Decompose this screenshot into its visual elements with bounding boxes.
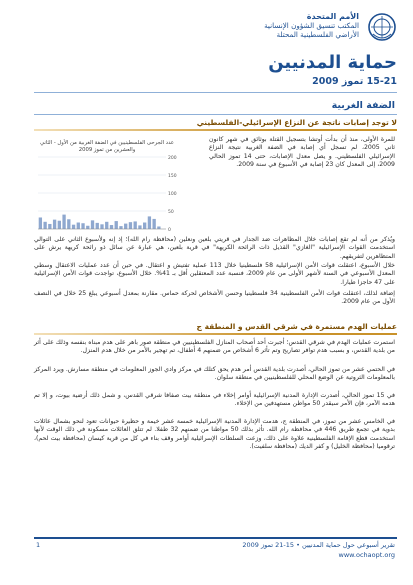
chart-title: عدد الجرحى الفلسطينيين في الضفة الغربية من الأول - الثاني والعشرين من تموز 2009	[39, 140, 175, 153]
chart-bar	[67, 219, 70, 229]
subheading-bar	[34, 333, 397, 335]
subheading-demolitions	[34, 322, 397, 335]
org-line-1: الأمم المتحدة	[306, 12, 359, 21]
chart-bar	[143, 223, 146, 229]
paragraph-5: استمرت عمليات الهدم في شرقي القدس؛ أجبرت أحد أصحاب المنازل الفلسطينيين في منطقة صور باهر على هدم مبناه بنفسه وذلك على أثر من بلدية القدس، و بسبب هدم توافر تصاريح وتم تأثر 6 أشخاص من ضمنهم 4 أطفال، تم تهجير بالأمر من خلال هدم المنزل.	[34, 339, 395, 355]
injuries-chart	[34, 140, 180, 240]
paragraph-2: ويُذكر من أنه لم تقع إصابات خلال المظاهرات ضد الجدار في قريتي بلعين ونعلين (محافظة رام الله)؛ إذ إنه ولأسبوع الثاني على التوالي استخدمت القوات الإسرائيلية "الغازي" القذيل ذات الرائحة الكريهة" في قرية بلعين، هي عبارة عن سائل ذو رائحة كريهة يرش على المتظاهرين لتفريقهم.	[34, 236, 395, 260]
subheading-text: لا توجد إصابات ناتجة عن النزاع الإسرائيلي-الفلسطيني	[196, 118, 397, 127]
chart-tick-label: 200	[168, 155, 177, 161]
subheading-bar	[34, 129, 397, 131]
org-line-2: المكتب تنسيق الشؤون الإنسانية	[264, 21, 359, 30]
paragraph-8: في الخامس عشر من تموز، في المنطقة ج، هدمت الإدارة المدنية الإسرائيلية خمسة عشر خيمة و حظيرة حيوانات تعود لنحو بشمال عائلات بدوية في تجمع طريق 446 في محافظة رام الله. تأثر بذلك 50 مواطنا من ضمنهم 32 طفلا. لم تتلق العائلات مسكونة في ذلك الوقت لأنها استخدمت قطع الإقامة الفلسطينية علاوة على ذلك، وزعت السلطات الإسرائيلية أوامر وقف بناء في كل من قرية كيسان (محافظة بيت لحم)، ترقوميا (محافظة الخليل) و كفر الديك (محافظة سلفيت).	[34, 418, 396, 450]
chart-plot	[34, 153, 180, 233]
chart-bar	[134, 221, 137, 229]
chart-bar	[157, 226, 160, 229]
un-emblem-icon	[367, 12, 397, 42]
chart-bar	[81, 223, 84, 229]
chart-tick-label: 0	[168, 227, 171, 233]
chart-bar	[138, 225, 141, 229]
chart-tick-label: 150	[168, 173, 177, 179]
chart-bar	[58, 221, 61, 229]
chart-bar	[96, 223, 99, 229]
paragraph-4: إضافة لذلك، اعتقلت قوات الأمن الفلسطينية 34 فلسطينيا وحسن الأشخاص لحركة حماس. مقارنة بمعدل أسبوعي يبلغ 25 خلال في النصف الأول من عام 2009.	[34, 290, 396, 306]
chart-bar	[43, 222, 46, 229]
chart-bar	[86, 226, 89, 229]
chart-bar	[100, 224, 103, 229]
paragraph-7: في 15 تموز الحالي، أصدرت الإدارة المدنية الإسرائيلية أوامر إخلاء في منطقة بيت صفافا شرقي القدس، و شمل ذلك أرضية بيوت، و إلا تم هدمه الآمر، فإن الأمر سيقدر 50 مواطن مستهدفين من الإخلاء.	[34, 392, 395, 408]
chart-bar	[129, 222, 132, 229]
chart-bar	[48, 224, 51, 229]
report-date: 15-21 تموز 2009	[312, 76, 397, 87]
subheading-no-injuries	[34, 118, 397, 131]
page-number: 1	[36, 541, 41, 549]
chart-bar	[110, 225, 113, 229]
section-divider	[34, 114, 397, 115]
chart-bar	[39, 217, 42, 229]
chart-tick-label: 50	[168, 209, 174, 215]
chart-bar	[72, 225, 75, 229]
org-line-3: الأراضي الفلسطينية المحتلة	[276, 30, 359, 39]
paragraph-1: للمرة الأولى، منذ أن بدأت أوتشا بتسجيل القتلة بوثائق في شهر كانون ثاني 2005، لم تسجل أي إصابة في الضفة الغربية نتيجة النزاع الإسرائيلي الفلسطيني. و يصل معدل الإصابات، حتى 14 تموز الحالي 2009، إلى المعدل كان 23 إصابة في الأسبوع في سنة 2009.	[209, 136, 395, 168]
page-title: حماية المدنيين	[268, 52, 397, 73]
paragraph-6: في الحتمي عشر من تموز الحالي، أصدرت بلدية القدس أمر هدم يحق كتلك في مركز وادي الجوز المعلومات في منطقة مسارش. ويرد المركز بالمعلومات الثروتية عن الوضع المحلي للفلسطينيين في منطقة سلوان.	[34, 366, 395, 382]
chart-tick-label: 100	[168, 191, 177, 197]
chart-bar	[152, 219, 155, 229]
chart-bar	[148, 216, 151, 229]
section-title-west-bank: الضفة الغربية	[331, 100, 395, 111]
chart-bar	[91, 220, 94, 229]
paragraph-3: خلال الأسبوع، اعتقلت قوات الأمن الإسرائيلية 58 فلسطينيا خلال 113 عملية تفتيش و اعتقال. في حين أن عدد عمليات الاعتقال وسطي المعدل الأسبوعي في السنة لأشهر الأولى من عام 2009، فنسبة عدد المعتقلين أقل بـ 41%. خلال الأسبوع، تواجدت قوات الأمن الإسرائيلية على 47 حاجزا طيارا.	[34, 262, 395, 286]
subheading-text: عمليات الهدم مستمرة في شرقي القدس و المنطقة ج	[196, 322, 397, 331]
chart-bar	[124, 224, 127, 229]
chart-bar	[77, 223, 80, 229]
footer-report-name: تقرير أسبوعي حول حماية المدنيين • 15-21 تموز 2009	[242, 541, 395, 549]
chart-bar	[105, 222, 108, 229]
chart-bar	[115, 221, 118, 229]
footer-divider	[34, 537, 397, 539]
header-divider	[34, 92, 397, 93]
organization-name	[209, 12, 359, 39]
footer-website-link[interactable]: www.ochaopt.org	[338, 551, 395, 559]
chart-bar	[62, 215, 65, 229]
chart-bar	[119, 226, 122, 229]
chart-bar	[53, 220, 56, 229]
